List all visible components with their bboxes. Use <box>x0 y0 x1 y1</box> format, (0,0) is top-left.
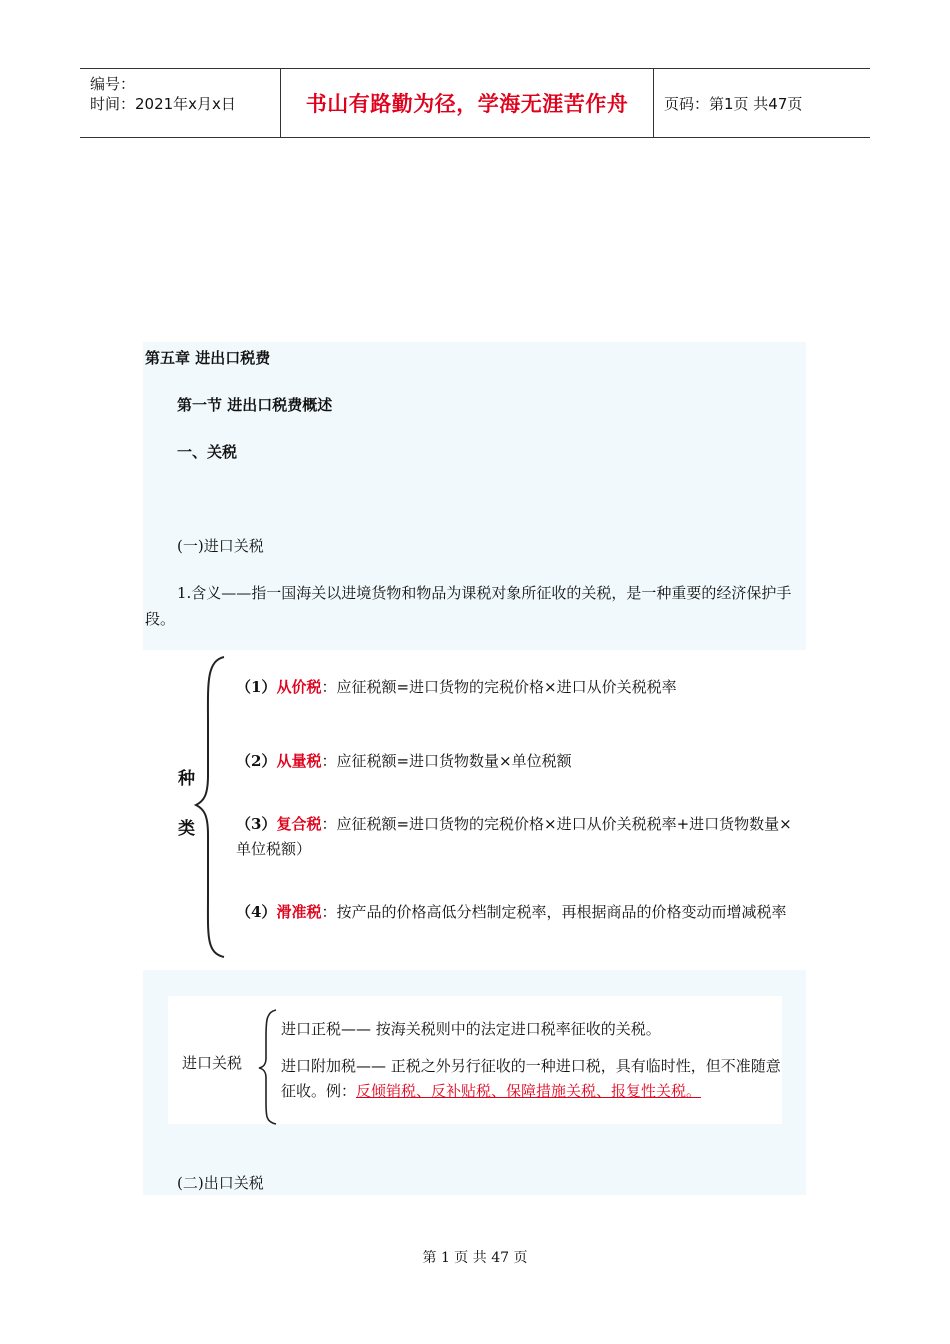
import-surcharge <box>281 1054 781 1104</box>
kind-formula: ：按产品的价格高低分档制定税率，再根据商品的价格变动而增减税率 <box>321 903 787 921</box>
section-title: 第一节 进出口税费概述 <box>177 396 333 414</box>
page-header <box>80 68 870 138</box>
header-meta-cell <box>80 69 281 137</box>
kind-name: 从价税 <box>276 678 322 696</box>
surcharge-text: 进口附加税—— 正税之外另行征收的一种进口税，具有临时性，但不准随意征收。例： <box>281 1057 781 1100</box>
kinds-brace <box>190 655 230 960</box>
kind-name: 滑准税 <box>276 903 322 921</box>
kind-formula: ：应征税额=进口货物的完税价格×进口从价关税税率 <box>321 678 677 696</box>
kinds-label-bottom: 类 <box>178 819 195 839</box>
regular-import-tax: 进口正税—— 按海关税则中的法定进口税率征收的关税。 <box>281 1020 661 1038</box>
subsection-title: 一、关税 <box>177 443 238 461</box>
kind-number: （3） <box>236 815 277 833</box>
page-footer: 第 1 页 共 47 页 <box>422 1250 528 1266</box>
kinds-label-top: 种 <box>178 769 195 789</box>
kind-formula: ：应征税额=进口货物数量×单位税额 <box>321 752 572 770</box>
kind-item-compound <box>236 812 806 862</box>
kind-name: 从量税 <box>276 752 322 770</box>
kind-formula: ：应征税额=进口货物的完税价格×进口从价关税税率+进口货物数量×单位税额） <box>236 815 792 858</box>
import-tariff-heading: (一)进口关税 <box>177 537 264 555</box>
kind-number: （4） <box>236 903 277 921</box>
import-tariff-label: 进口关税 <box>182 1054 243 1072</box>
kind-item-sliding-scale <box>236 900 806 925</box>
number-label: 编号： <box>90 75 136 93</box>
import-tariff-brace <box>256 1008 280 1126</box>
page-label: 页码：第1页 共47页 <box>664 94 803 113</box>
kind-number: （2） <box>236 752 277 770</box>
kind-name: 复合税 <box>276 815 322 833</box>
kind-number: （1） <box>236 678 277 696</box>
definition-paragraph: 1.含义——指一国海关以进境货物和物品为课税对象所征收的关税，是一种重要的经济保护手段。 <box>145 584 792 628</box>
chapter-title: 第五章 进出口税费 <box>145 349 271 367</box>
kind-item-specific <box>236 749 806 774</box>
header-page-cell <box>664 69 802 137</box>
motto: 书山有路勤为径，学海无涯苦作舟 <box>305 91 629 116</box>
kind-item-ad-valorem <box>236 675 806 700</box>
header-motto-cell <box>281 69 654 137</box>
import-tariff-box <box>168 996 782 1124</box>
surcharge-examples: 反倾销税、反补贴税、保障措施关税、报复性关税。 <box>356 1082 702 1100</box>
export-tariff-heading: (二)出口关税 <box>177 1174 264 1192</box>
time-label: 时间：2021年x月x日 <box>90 95 236 113</box>
